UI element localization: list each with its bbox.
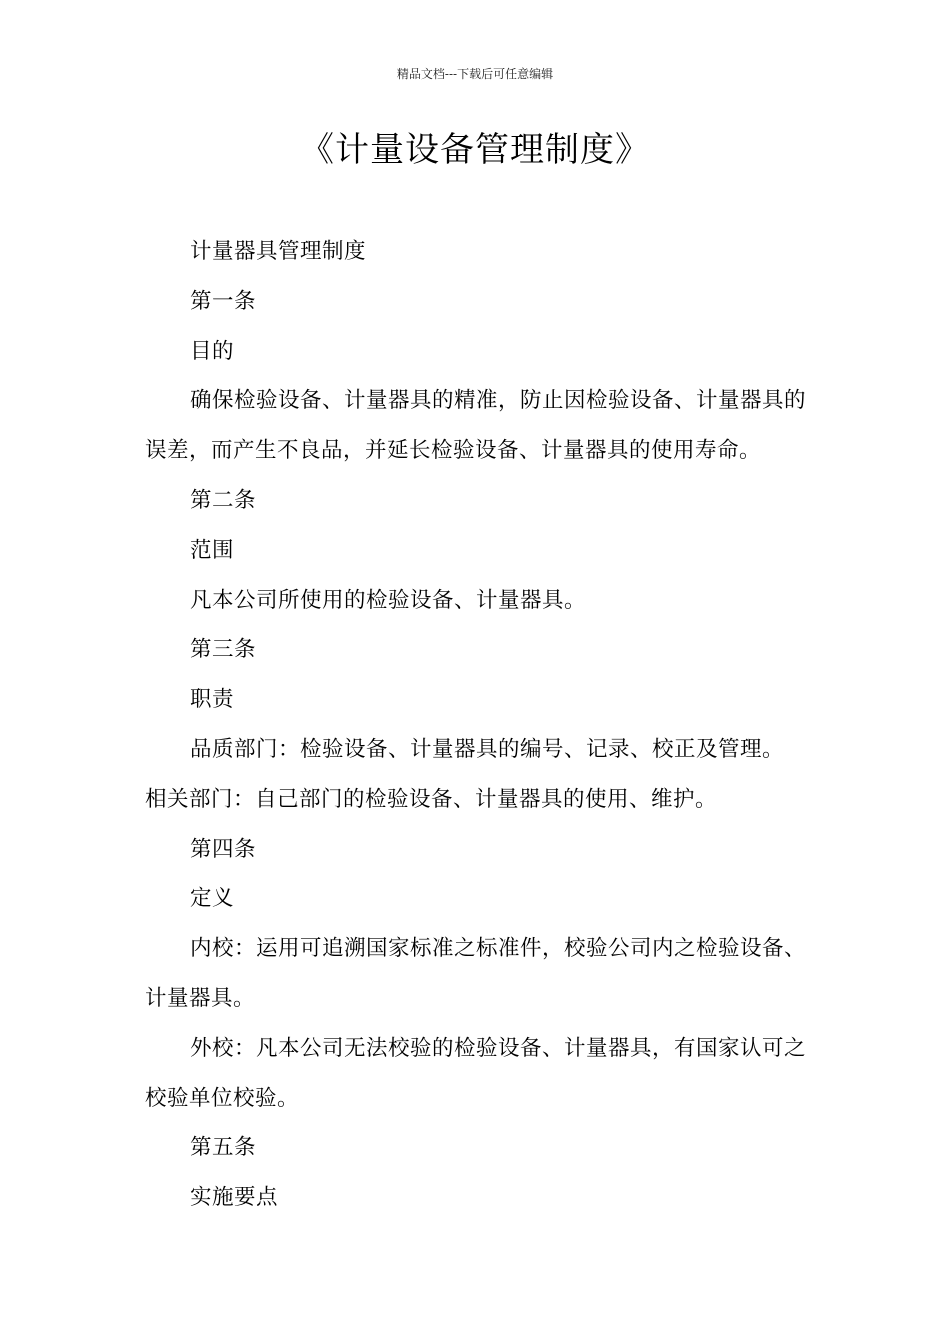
body-paragraph: 凡本公司所使用的检验设备、计量器具。 <box>190 587 587 613</box>
header-note: 精品文档---下载后可任意编辑 <box>396 67 554 81</box>
body-paragraph: 品质部门：检验设备、计量器具的编号、记录、校正及管理。 <box>190 736 785 762</box>
document-body <box>145 227 827 1223</box>
article-heading: 第一条 <box>190 288 257 314</box>
section-heading: 定义 <box>190 886 235 912</box>
body-paragraph: 确保检验设备、计量器具的精准，防止因检验设备、计量器具的误差，而产生不良品，并延长检验设备、计量器具的使用寿命。 <box>145 388 807 464</box>
body-paragraph: 内校：运用可追溯国家标准之标准件，校验公司内之检验设备、计量器具。 <box>145 936 807 1011</box>
body-paragraph: 外校：凡本公司无法校验的检验设备、计量器具，有国家认可之校验单位校验。 <box>145 1035 807 1111</box>
subtitle-paragraph: 计量器具管理制度 <box>190 239 367 264</box>
section-heading: 目的 <box>190 338 235 364</box>
section-heading: 实施要点 <box>190 1185 279 1211</box>
document-title: 《计量设备管理制度》 <box>300 130 650 170</box>
body-paragraph: 相关部门：自己部门的检验设备、计量器具的使用、维护。 <box>145 786 718 812</box>
section-heading: 范围 <box>190 537 235 563</box>
article-heading: 第四条 <box>190 836 257 862</box>
article-heading: 第二条 <box>190 487 257 513</box>
section-heading: 职责 <box>190 687 235 713</box>
article-heading: 第五条 <box>190 1135 257 1161</box>
article-heading: 第三条 <box>190 637 257 663</box>
